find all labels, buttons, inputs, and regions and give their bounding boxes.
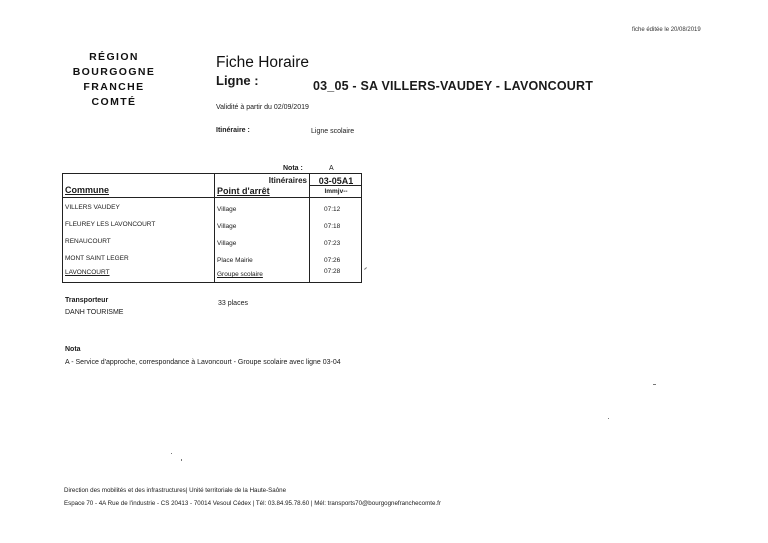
- itineraire-label: Itinéraire :: [216, 127, 250, 134]
- edit-date: fiche éditée le 20/08/2019: [632, 27, 701, 33]
- scan-speck: [364, 267, 367, 270]
- nota-text: A - Service d'approche, correspondance à Lavoncourt - Groupe scolaire avec ligne 03-04: [65, 359, 341, 366]
- table-border-left: [62, 173, 63, 283]
- row-5-time: 07:28: [324, 268, 341, 275]
- row-1-commune: VILLERS VAUDEY: [65, 204, 120, 211]
- itineraire-value: Ligne scolaire: [311, 128, 355, 135]
- logo-line-3: FRANCHE: [83, 81, 145, 93]
- table-border-bottom: [62, 282, 362, 283]
- row-2-time: 07:18: [324, 223, 341, 230]
- transporteur-label: Transporteur: [65, 297, 109, 304]
- logo-line-2: BOURGOGNE: [72, 66, 156, 78]
- row-3-commune: RENAUCOURT: [65, 238, 111, 245]
- point-arret-header: Point d'arrêt: [217, 186, 270, 196]
- footer-line-2: Espace 70 - 4A Rue de l'industrie - CS 20413 - 70014 Vesoul Cédex | Tél: 03.84.95.78.60 | Mél: transports70@bourgognefranchecomte.fr: [64, 500, 441, 507]
- table-border-top: [62, 173, 362, 174]
- transporteur-value: DANH TOURISME: [65, 309, 124, 316]
- itineraire-code: 03-05A1: [318, 176, 354, 186]
- column-divider-1: [214, 173, 215, 283]
- table-header-divider: [62, 197, 362, 198]
- scan-speck: [171, 453, 172, 454]
- ligne-value: 03_05 - SA VILLERS-VAUDEY - LAVONCOURT: [313, 79, 594, 93]
- logo-line-4: COMTÉ: [91, 96, 137, 108]
- row-3-time: 07:23: [324, 240, 341, 247]
- row-1-point: Village: [217, 206, 237, 213]
- row-5-commune: LAVONCOURT: [65, 269, 110, 276]
- scan-speck: [653, 384, 656, 385]
- region-logo: [64, 50, 164, 110]
- row-2-commune: FLEUREY LES LAVONCOURT: [65, 221, 156, 228]
- row-3-point: Village: [217, 240, 237, 247]
- row-4-point: Place Mairie: [217, 257, 253, 264]
- row-5-point: Groupe scolaire: [217, 271, 263, 278]
- commune-header: Commune: [65, 185, 110, 195]
- scan-speck: [608, 418, 609, 419]
- table-nota-label: Nota :: [283, 165, 303, 172]
- logo-line-1: RÉGION: [89, 51, 139, 63]
- row-4-commune: MONT SAINT LEGER: [65, 255, 129, 262]
- places-count: 33 places: [218, 300, 248, 307]
- ligne-label: Ligne :: [216, 73, 259, 88]
- scan-speck: [181, 459, 182, 461]
- itineraires-header: Itinéraires: [268, 176, 307, 185]
- row-1-time: 07:12: [324, 206, 341, 213]
- row-4-time: 07:26: [324, 257, 341, 264]
- page-title: Fiche Horaire: [216, 54, 310, 71]
- footer-line-1: Direction des mobilités et des infrastructures| Unité territoriale de la Haute-Saône: [64, 487, 287, 494]
- row-2-point: Village: [217, 223, 237, 230]
- days-header: lmmjv--: [324, 188, 348, 195]
- validity-text: Validité à partir du 02/09/2019: [216, 104, 309, 111]
- table-nota-value: A: [329, 165, 334, 172]
- nota-label: Nota: [65, 346, 81, 353]
